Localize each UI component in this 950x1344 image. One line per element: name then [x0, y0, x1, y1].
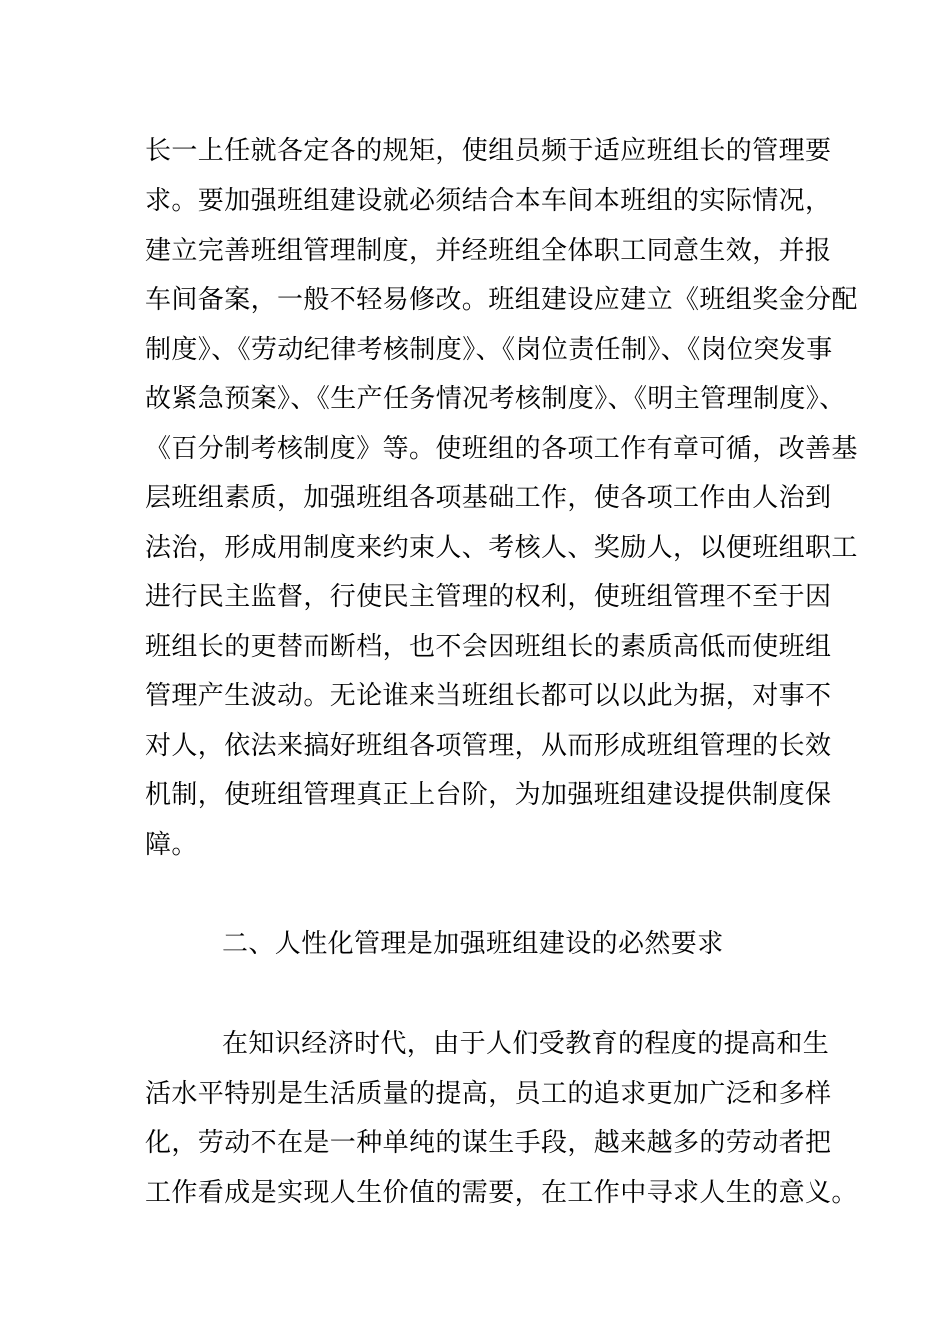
paragraph-1-line-8: 层班组素质，加强班组各项基础工作，使各项工作由人治到 — [145, 483, 832, 513]
paragraph-2-line-2: 活水平特别是生活质量的提高，员工的追求更加广泛和多样 — [145, 1079, 832, 1109]
paragraph-1-line-2: 求。要加强班组建设就必须结合本车间本班组的实际情况， — [145, 186, 832, 216]
paragraph-1-line-12: 管理产生波动。无论谁来当班组长都可以以此为据，对事不 — [145, 681, 832, 711]
section-2-heading: 二、人性化管理是加强班组建设的必然要求 — [222, 929, 724, 959]
paragraph-1-line-15: 障。 — [145, 830, 198, 860]
paragraph-1-line-10: 进行民主监督，行使民主管理的权利，使班组管理不至于因 — [145, 582, 832, 612]
paragraph-1-line-11: 班组长的更替而断档，也不会因班组长的素质高低而使班组 — [145, 632, 832, 662]
paragraph-2-line-1: 在知识经济时代，由于人们受教育的程度的提高和生 — [222, 1029, 830, 1059]
paragraph-1-line-3: 建立完善班组管理制度，并经班组全体职工同意生效，并报 — [145, 236, 832, 266]
paragraph-2-line-4: 工作看成是实现人生价值的需要，在工作中寻求人生的意义。 — [145, 1178, 858, 1208]
paragraph-1-line-4: 车间备案，一般不轻易修改。班组建设应建立《班组奖金分配 — [145, 285, 858, 315]
paragraph-2-line-3: 化，劳动不在是一种单纯的谋生手段，越来越多的劳动者把 — [145, 1128, 832, 1158]
paragraph-1-line-6: 故紧急预案》、《生产任务情况考核制度》、《明主管理制度》、 — [145, 384, 846, 414]
paragraph-1-line-7: 《百分制考核制度》等。使班组的各项工作有章可循，改善基 — [145, 434, 858, 464]
paragraph-1-line-13: 对人，依法来搞好班组各项管理，从而形成班组管理的长效 — [145, 731, 832, 761]
paragraph-1-line-9: 法治，形成用制度来约束人、考核人、奖励人，以便班组职工 — [145, 533, 858, 563]
paragraph-1-line-1: 长一上任就各定各的规矩，使组员频于适应班组长的管理要 — [145, 136, 832, 166]
paragraph-1-line-14: 机制，使班组管理真正上台阶，为加强班组建设提供制度保 — [145, 780, 832, 810]
paragraph-1-line-5: 制度》、《劳动纪律考核制度》、《岗位责任制》、《岗位突发事 — [145, 335, 833, 365]
